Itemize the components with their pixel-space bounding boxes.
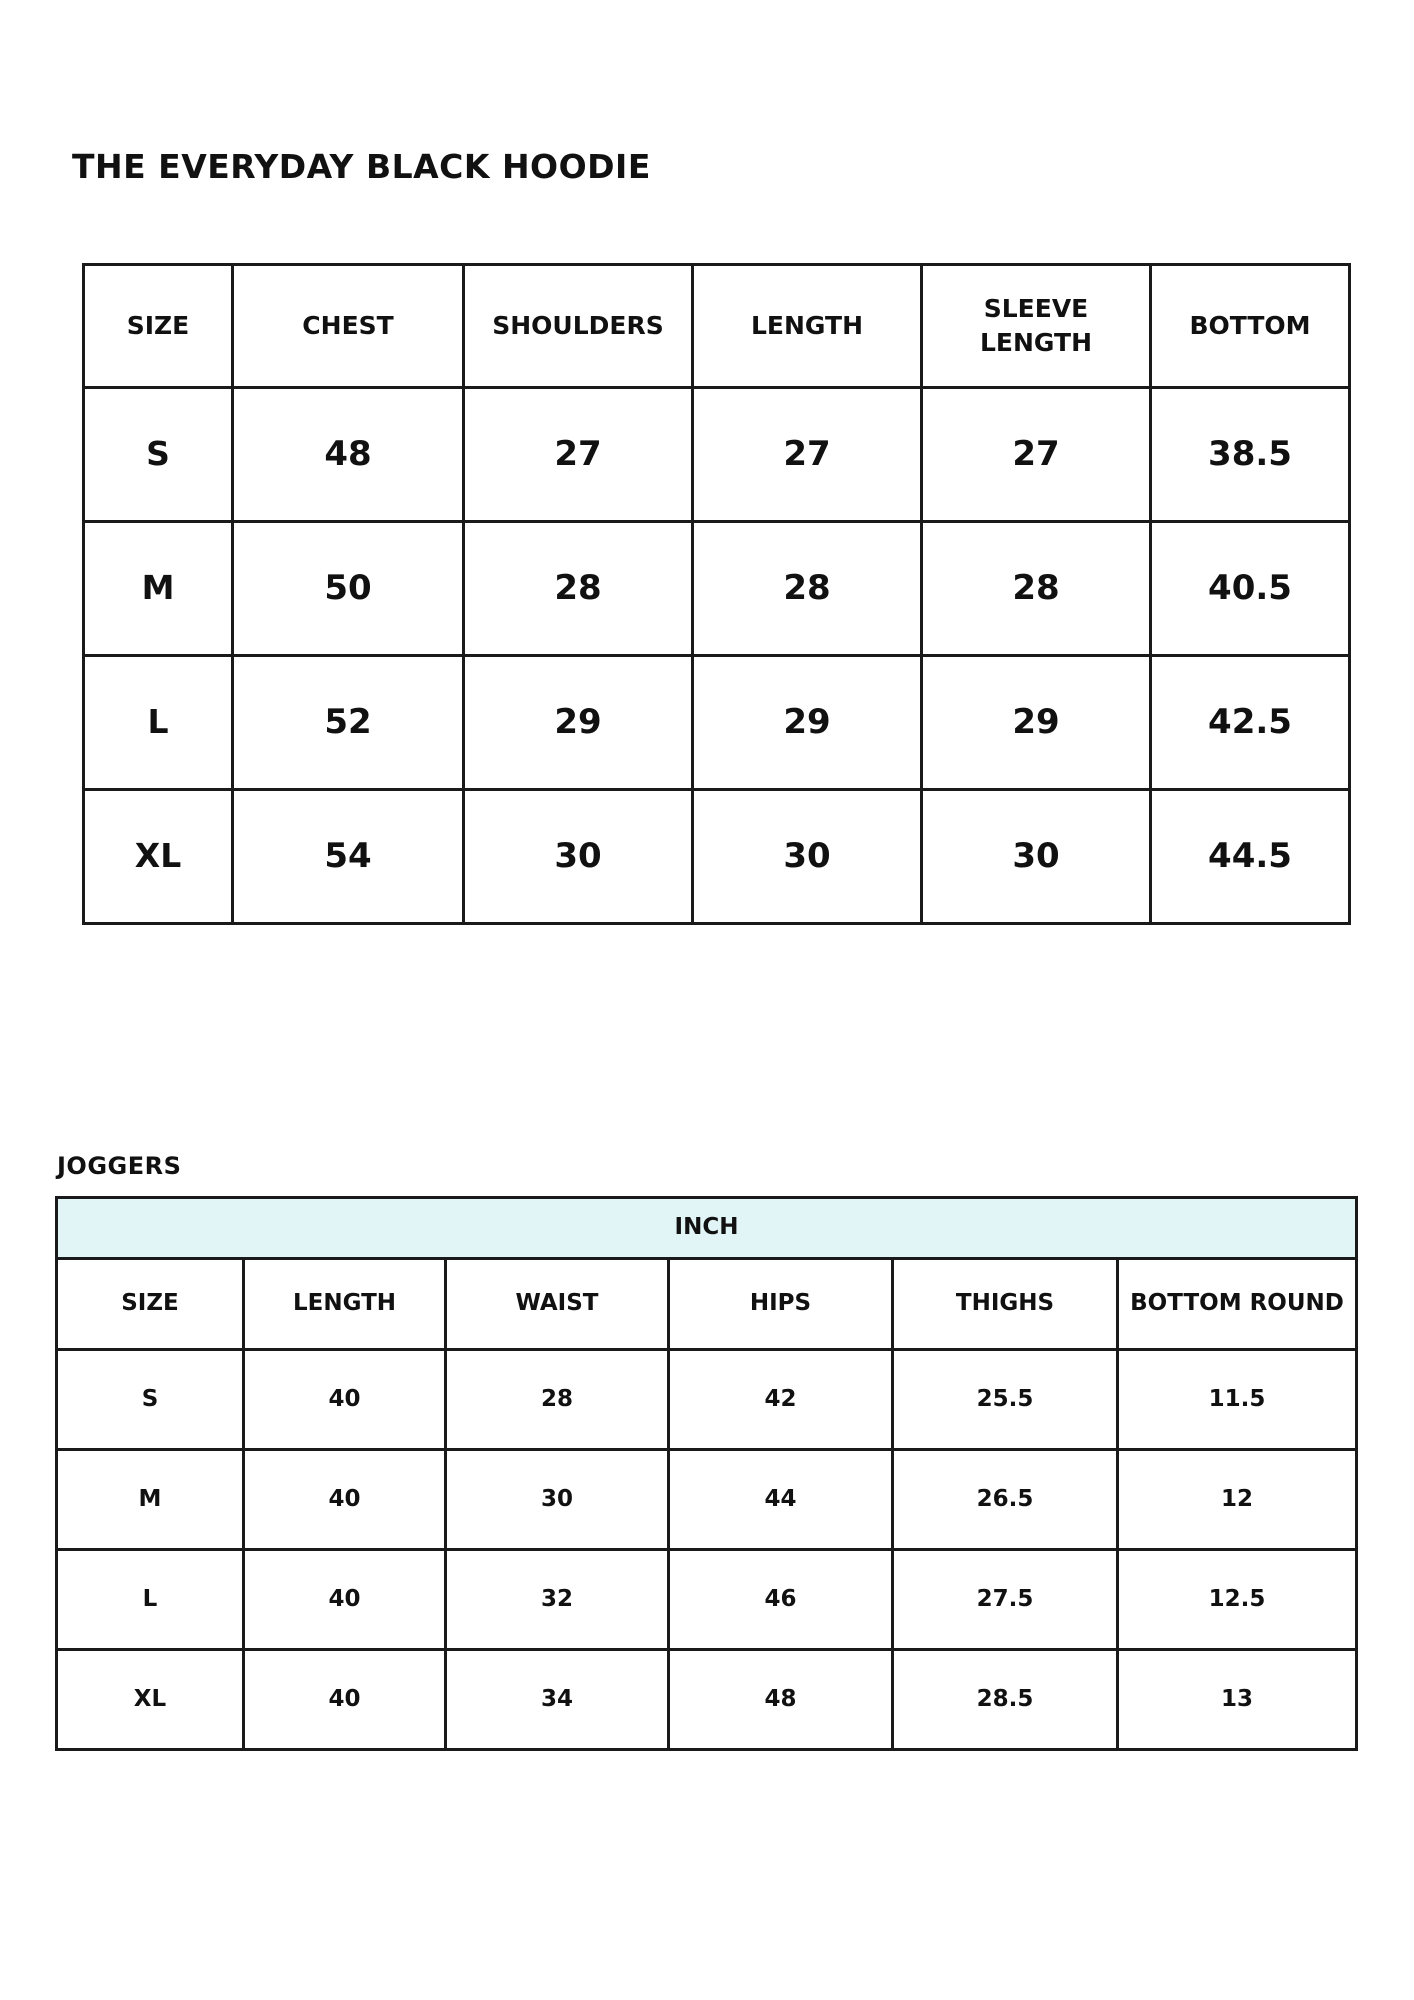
size-cell: M <box>57 1450 244 1550</box>
chest-cell: 54 <box>233 790 464 924</box>
thighs-cell: 27.5 <box>893 1550 1118 1650</box>
joggers-size-table <box>55 1196 1358 1751</box>
hoodie-header-size: SIZE <box>84 265 233 388</box>
joggers-header-thighs: THIGHS <box>893 1259 1118 1350</box>
length-cell: 29 <box>693 656 922 790</box>
joggers-header-hips: HIPS <box>669 1259 893 1350</box>
length-cell: 40 <box>244 1450 446 1550</box>
joggers-header-size: SIZE <box>57 1259 244 1350</box>
size-cell: M <box>84 522 233 656</box>
hoodie-header-sleeve-length: SLEEVE LENGTH <box>922 265 1151 388</box>
shoulders-cell: 30 <box>464 790 693 924</box>
hips-cell: 42 <box>669 1350 893 1450</box>
table-row <box>57 1350 1357 1450</box>
table-row <box>57 1550 1357 1650</box>
table-row <box>57 1450 1357 1550</box>
waist-cell: 34 <box>446 1650 669 1750</box>
bottom-round-cell: 12.5 <box>1118 1550 1357 1650</box>
table-row <box>57 1650 1357 1750</box>
joggers-header-bottom-round: BOTTOM ROUND <box>1118 1259 1357 1350</box>
shoulders-cell: 28 <box>464 522 693 656</box>
hoodie-header-chest: CHEST <box>233 265 464 388</box>
joggers-header-length: LENGTH <box>244 1259 446 1350</box>
length-cell: 40 <box>244 1550 446 1650</box>
thighs-cell: 28.5 <box>893 1650 1118 1750</box>
shoulders-cell: 27 <box>464 388 693 522</box>
hoodie-header-bottom: BOTTOM <box>1151 265 1350 388</box>
length-cell: 27 <box>693 388 922 522</box>
thighs-cell: 25.5 <box>893 1350 1118 1450</box>
hoodie-title: THE EVERYDAY BLACK HOODIE <box>72 147 651 186</box>
size-cell: L <box>84 656 233 790</box>
joggers-title: JOGGERS <box>57 1152 182 1180</box>
waist-cell: 28 <box>446 1350 669 1450</box>
sleeve-length-cell: 30 <box>922 790 1151 924</box>
length-cell: 28 <box>693 522 922 656</box>
hips-cell: 48 <box>669 1650 893 1750</box>
bottom-round-cell: 13 <box>1118 1650 1357 1750</box>
hoodie-header-row <box>84 265 1350 388</box>
bottom-cell: 42.5 <box>1151 656 1350 790</box>
length-cell: 30 <box>693 790 922 924</box>
hips-cell: 44 <box>669 1450 893 1550</box>
bottom-cell: 38.5 <box>1151 388 1350 522</box>
sleeve-length-cell: 27 <box>922 388 1151 522</box>
size-cell: XL <box>84 790 233 924</box>
thighs-cell: 26.5 <box>893 1450 1118 1550</box>
bottom-cell: 40.5 <box>1151 522 1350 656</box>
chest-cell: 48 <box>233 388 464 522</box>
hoodie-header-shoulders: SHOULDERS <box>464 265 693 388</box>
sleeve-length-cell: 28 <box>922 522 1151 656</box>
unit-label: INCH <box>57 1198 1357 1259</box>
table-row <box>84 388 1350 522</box>
waist-cell: 30 <box>446 1450 669 1550</box>
joggers-header-waist: WAIST <box>446 1259 669 1350</box>
joggers-header-row <box>57 1259 1357 1350</box>
unit-row <box>57 1198 1357 1259</box>
chest-cell: 50 <box>233 522 464 656</box>
hoodie-size-table <box>82 263 1351 925</box>
size-cell: L <box>57 1550 244 1650</box>
table-row <box>84 790 1350 924</box>
chest-cell: 52 <box>233 656 464 790</box>
bottom-round-cell: 11.5 <box>1118 1350 1357 1450</box>
bottom-round-cell: 12 <box>1118 1450 1357 1550</box>
length-cell: 40 <box>244 1650 446 1750</box>
shoulders-cell: 29 <box>464 656 693 790</box>
size-cell: S <box>84 388 233 522</box>
size-cell: S <box>57 1350 244 1450</box>
sleeve-length-cell: 29 <box>922 656 1151 790</box>
size-cell: XL <box>57 1650 244 1750</box>
hoodie-header-length: LENGTH <box>693 265 922 388</box>
bottom-cell: 44.5 <box>1151 790 1350 924</box>
length-cell: 40 <box>244 1350 446 1450</box>
table-row <box>84 522 1350 656</box>
waist-cell: 32 <box>446 1550 669 1650</box>
table-row <box>84 656 1350 790</box>
hips-cell: 46 <box>669 1550 893 1650</box>
